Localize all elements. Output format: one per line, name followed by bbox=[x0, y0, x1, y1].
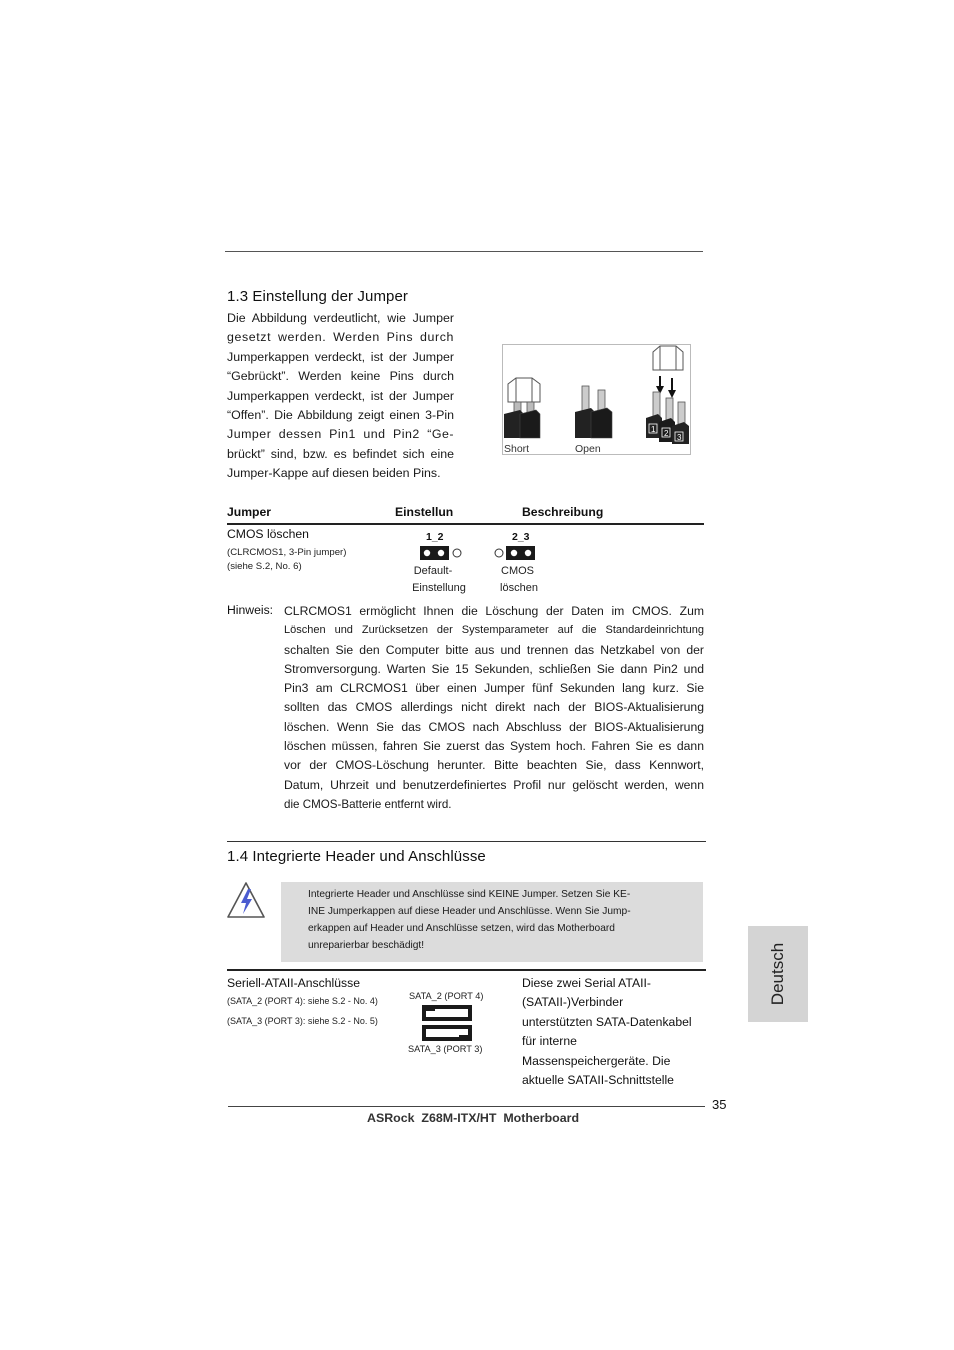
pin3-label: 3 bbox=[677, 433, 682, 442]
table-row-cmos-sub2: (siehe S.2, No. 6) bbox=[227, 561, 302, 572]
setting-2-3-label: 2_3 bbox=[512, 531, 530, 543]
table-header-rule bbox=[227, 523, 704, 525]
table-row-cmos-sub1: (CLRCMOS1, 3-Pin jumper) bbox=[227, 547, 347, 558]
pin2-label: 2 bbox=[664, 429, 669, 438]
page-number: 35 bbox=[712, 1097, 727, 1112]
sata-table-rule bbox=[227, 969, 706, 971]
open-label: Open bbox=[575, 443, 601, 455]
sata-sub1: (SATA_2 (PORT 4): siehe S.2 - No. 4) bbox=[227, 996, 378, 1006]
table-header-jumper: Jumper bbox=[227, 505, 272, 519]
table-row-cmos-name: CMOS löschen bbox=[227, 527, 309, 541]
sata-name: Seriell-ATAII-Anschlüsse bbox=[227, 976, 360, 990]
top-rule bbox=[225, 251, 703, 252]
sata-connectors-icon bbox=[421, 1004, 473, 1042]
warning-box bbox=[281, 882, 703, 962]
sata-sub2: (SATA_3 (PORT 3): siehe S.2 - No. 5) bbox=[227, 1016, 378, 1026]
sata-port-bottom-label: SATA_3 (PORT 3) bbox=[408, 1044, 483, 1054]
sata-port-top-label: SATA_2 (PORT 4) bbox=[409, 991, 484, 1001]
jumper-2-3-icon bbox=[491, 545, 537, 561]
language-tab-label: Deutsch bbox=[768, 942, 787, 1006]
section-title-jumper: 1.3 Einstellung der Jumper bbox=[227, 288, 409, 305]
jumper-illustration bbox=[502, 344, 691, 455]
note-label: Hinweis: bbox=[227, 603, 274, 617]
setting-1-2-label: 1_2 bbox=[426, 531, 444, 543]
section-title-headers: 1.4 Integrierte Header und Anschlüsse bbox=[227, 848, 486, 865]
warning-text: Integrierte Header und Anschlüsse sind KEINE Jumper. Setzen Sie KE- INE Jumperkappen auf diese Header und Anschlüsse. Wenn Sie Jump- erkappen auf Header und Anschlüsse setzen, wird das Motherboard unreparierbar beschädigt! bbox=[308, 889, 631, 951]
jumper-intro-text: Die Abbildung verdeutlicht, wie Jumper gesetzt werden. Werden Pins durch Jumperkappen verdeckt, ist der Jumper “Gebrückt”. Werden keine Pins durch Jumperkappen verdeckt, ist der Jumper “Offen”. Die Abbildung zeigt einen 3-Pin Jumper dessen Pin1 und Pin2 “Ge- brückt” sind, bzw. es befindet sich eine Jumper-Kappe auf diesen beiden Pins. bbox=[227, 311, 454, 481]
short-label: Short bbox=[504, 443, 530, 455]
setting-2-3-caption: CMOS löschen bbox=[500, 565, 538, 594]
table-header-setting: Einstellun bbox=[395, 505, 454, 519]
footer-product: ASRock Z68M-ITX/HT Motherboard bbox=[367, 1111, 580, 1125]
setting-1-2-caption: Default- Einstellung bbox=[412, 565, 466, 594]
warning-icon bbox=[226, 881, 266, 919]
footer-rule bbox=[228, 1106, 705, 1107]
section-1-4-rule bbox=[227, 841, 706, 842]
table-header-description: Beschreibung bbox=[522, 505, 604, 519]
jumper-1-2-icon bbox=[419, 545, 465, 561]
sata-description: Diese zwei Serial ATAII- (SATAII-)Verbinder unterstützten SATA-Datenkabel für interne Massenspeichergeräte. Die aktuelle SATAII-Schnittstelle bbox=[522, 976, 692, 1088]
note-text: CLRCMOS1 ermöglicht Ihnen die Löschung der Daten im CMOS. Zum Löschen und Zurücksetzen der Systemparameter auf die Standardeinrichtung schalten Sie den Computer bitte aus und trennen das Netzkabel von der Stromversorgung. Warten Sie 15 Sekunden, schließen Sie dann Pin2 und Pin3 am CLRCMOS1 über einen Jumper fünf Sekunden lang kurz. Sie sollten das CMOS allerdings nicht direkt nach der BIOS-Aktualisierung löschen. Wenn Sie das CMOS nach Abschluss der BIOS-Aktualisierung löschen müssen, fahren Sie zuerst das System hoch. Fahren Sie es dann vor der CMOS-Löschung herunter. Bitte beachten Sie, dass Kennwort, Datum, Uhrzeit und benutzerdefiniertes Profil nur gelöscht werden, wenn die CMOS-Batterie entfernt wird. bbox=[284, 604, 704, 811]
language-side-tab bbox=[748, 926, 808, 1022]
pin1-label: 1 bbox=[651, 425, 656, 434]
